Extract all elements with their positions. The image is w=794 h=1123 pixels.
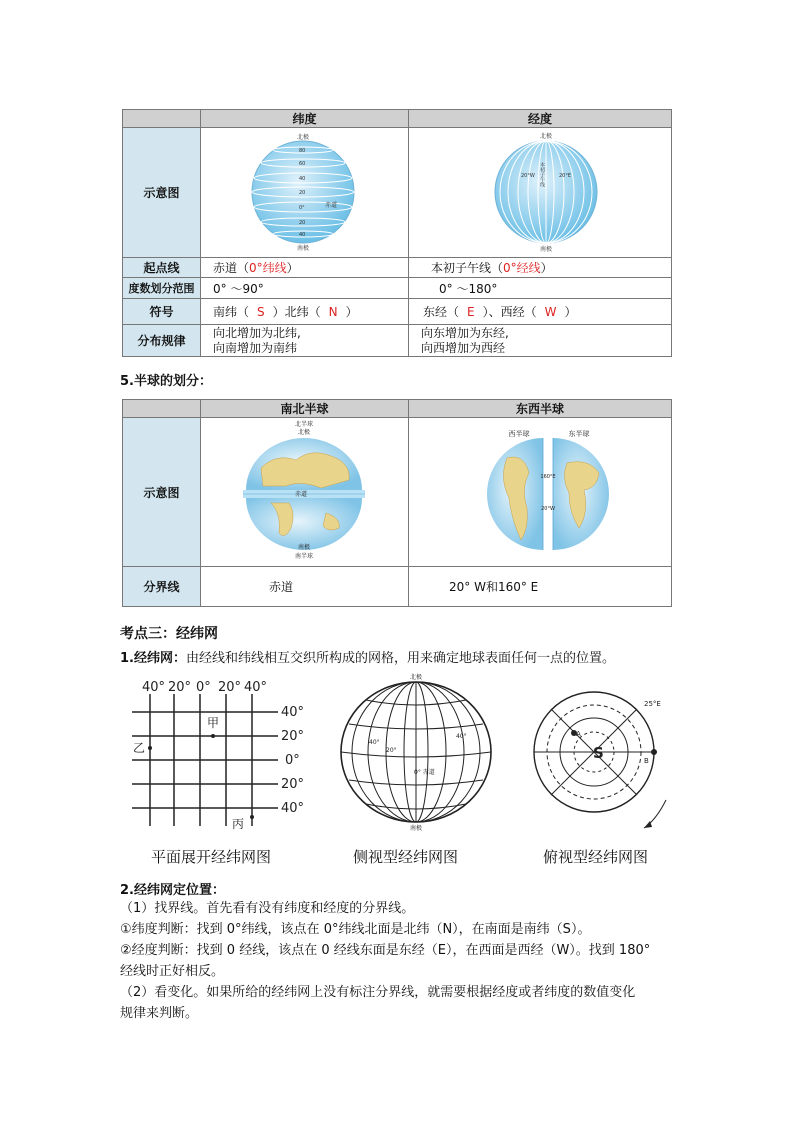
side-equator: 0° 赤道 (414, 769, 435, 776)
flat-right-4: 40° (281, 801, 305, 816)
row2-diagram-label: 示意图 (123, 418, 201, 567)
ns-top-label: 北半球 (294, 421, 314, 428)
lat-tick-0: 80 (299, 148, 306, 154)
lon-globe-west: 20°W (521, 173, 535, 179)
ew-east-label: 东半球 (568, 430, 590, 438)
lat-range: 0° ～90° (201, 278, 409, 299)
lon-sym-e: E (467, 305, 475, 319)
col-ew: 东西半球 (409, 400, 672, 418)
lon-start-red: 0°经线 (503, 261, 541, 275)
col-latitude: 纬度 (201, 110, 409, 128)
row-symbol-label: 符号 (123, 299, 201, 325)
ns-boundary: 赤道 (201, 567, 409, 607)
flat-bing: 丙 (232, 817, 245, 831)
locate-title: 2.经纬网定位置： (120, 883, 225, 898)
locate-line-6: 规律来判断。 (120, 1006, 199, 1021)
definition-num: 1.经纬网： (120, 651, 186, 666)
lat-rule-cell (201, 325, 409, 357)
lon-sym-c: ） (564, 305, 577, 319)
top-a-label: A (576, 730, 581, 738)
flat-yi: 乙 (133, 741, 146, 755)
longitude-globe-cell (409, 128, 672, 258)
lon-globe-south: 南极 (539, 246, 553, 253)
lat-sym-n: N (328, 305, 338, 319)
lat-globe-equator: 赤道 (325, 202, 338, 209)
lat-sym-a: 南纬（ (213, 305, 250, 319)
lat-tick-1: 60 (299, 161, 306, 167)
side-north: 北极 (409, 674, 423, 681)
lat-start-red: 0°纬线 (249, 261, 287, 275)
lat-symbol-cell (201, 299, 409, 325)
hemisphere-table (122, 399, 672, 607)
lon-rule-2: 向西增加为西经 (421, 340, 506, 355)
ew-hemisphere-globe (409, 418, 671, 563)
longitude-globe (409, 128, 671, 254)
lon-globe-east: 20°E (559, 173, 572, 179)
lat-start-text: 赤道（ (213, 261, 250, 275)
lat-sym-s: S (257, 305, 265, 319)
lat-rule-2: 向南增加为南纬 (213, 340, 298, 355)
lat-sym-b: ）北纬（ (272, 305, 321, 319)
lat-rule-1: 向北增加为北纬, (213, 325, 301, 340)
lat-globe-north: 北极 (296, 134, 310, 141)
ns-hemisphere-cell (201, 418, 409, 567)
flat-right-0: 40° (281, 705, 305, 720)
lon-start-text: 本初子午线（ (431, 261, 504, 275)
lon-range: 0° ～180° (409, 278, 672, 299)
col-longitude: 经度 (409, 110, 672, 128)
side-south: 南极 (409, 825, 423, 832)
lon-globe-meridian: 本初子午线 (539, 162, 545, 187)
ew-hemisphere-cell (409, 418, 672, 567)
lat-tick-3: 20 (299, 190, 306, 196)
top-caption: 俯视型经纬网图 (543, 848, 649, 866)
top-view-globe (516, 690, 676, 840)
lon-start-cell (409, 258, 672, 278)
definition-line (120, 648, 680, 669)
flat-right-2: 0° (285, 753, 300, 768)
latitude-globe (201, 128, 407, 254)
ns-bottom-label: 南半球 (294, 553, 314, 560)
ew-160e-label: 160°E (540, 474, 556, 480)
top-b-label: B (644, 757, 649, 765)
lon-globe-north: 北极 (539, 133, 553, 140)
row-diagram-label: 示意图 (123, 128, 201, 258)
side-view-globe (336, 672, 496, 832)
lon-symbol-cell (409, 299, 672, 325)
section5-title: 5.半球的划分： (120, 374, 212, 389)
lon-sym-w: W (544, 305, 557, 319)
row-range-label: 度数划分范围 (123, 278, 201, 299)
lat-globe-south: 南极 (296, 245, 310, 252)
flat-jia: 甲 (207, 716, 220, 730)
ew-20w-label: 20°W (541, 506, 555, 512)
lat-sym-c: ） (345, 305, 358, 319)
lat-tick-2: 40 (299, 176, 306, 182)
locate-line-1: （1）找界线。首先看有没有纬度和经度的分界线。 (120, 901, 415, 916)
ns-hemisphere-globe (201, 418, 407, 563)
flat-top-1: 20° (168, 680, 192, 695)
lon-rule-1: 向东增加为东经, (421, 325, 509, 340)
side-lat20: 20° (386, 747, 397, 754)
side-lon40: 40° (456, 733, 467, 740)
locate-line-4: 经线时正好相反。 (120, 964, 225, 979)
lat-tick-4: 0° (299, 205, 305, 211)
kaodian-title: 考点三：经纬网 (120, 626, 218, 642)
lon-rule-cell (409, 325, 672, 357)
top-s-label: S (593, 744, 604, 762)
row-start-label: 起点线 (123, 258, 201, 278)
ew-west-label: 西半球 (508, 430, 530, 438)
ns-equator-label: 赤道 (294, 491, 308, 498)
col-ns: 南北半球 (201, 400, 409, 418)
flat-top-3: 20° (218, 680, 242, 695)
lon-sym-a: 东经（ (423, 305, 460, 319)
locate-line-3: ②经度判断：找到 0 经线，该点在 0 经线东面是东经（E），在西面是西经（W）。找到 180° (120, 943, 651, 958)
side-lat40: 40° (369, 739, 380, 746)
ns-north-pole: 北极 (297, 429, 311, 436)
flat-caption: 平面展开经纬网图 (151, 848, 272, 866)
flat-right-3: 20° (281, 777, 305, 792)
locate-line-5: （2）看变化。如果所给的经纬网上没有标注分界线，就需要根据经度或者纬度的数值变化 (120, 985, 636, 1000)
lat-lon-table (122, 109, 672, 357)
side-caption: 侧视型经纬网图 (353, 848, 459, 866)
row2-boundary-label: 分界线 (123, 567, 201, 607)
top-25e-label: 25°E (644, 700, 661, 708)
flat-grid-figure (128, 676, 318, 836)
lon-sym-b: ）、西经（ (482, 305, 537, 319)
lat-tick-5: 20 (299, 220, 306, 226)
ew-boundary: 20° W和160° E (409, 567, 672, 607)
flat-right-1: 20° (281, 729, 305, 744)
corner-cell (123, 110, 201, 128)
lat-tick-6: 40 (299, 232, 306, 238)
corner-cell-2 (123, 400, 201, 418)
lat-start-end: ） (286, 261, 299, 275)
locate-body (120, 898, 680, 1024)
flat-top-4: 40° (244, 680, 268, 695)
flat-top-0: 40° (142, 680, 166, 695)
row-rule-label: 分布规律 (123, 325, 201, 357)
definition-text: 由经线和纬线相互交织所构成的网格，用来确定地球表面任何一点的位置。 (185, 651, 615, 666)
lat-start-cell (201, 258, 409, 278)
latitude-globe-cell (201, 128, 409, 258)
locate-line-2: ①纬度判断：找到 0°纬线，该点在 0°纬线北面是北纬（N），在南面是南纬（S）。 (120, 922, 591, 937)
flat-top-2: 0° (196, 680, 211, 695)
ns-south-pole: 南极 (297, 544, 311, 551)
lon-start-end: ） (540, 261, 553, 275)
